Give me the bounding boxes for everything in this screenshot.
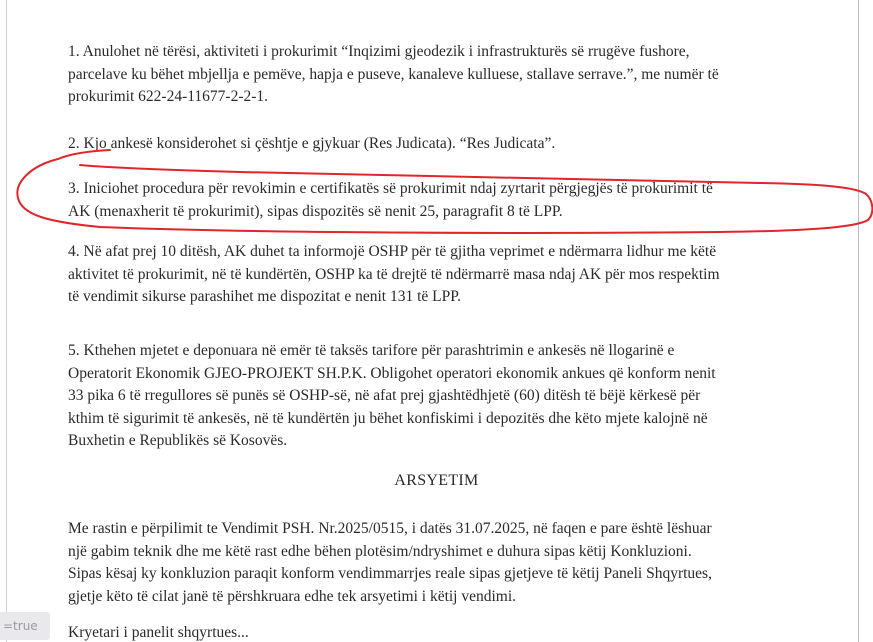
paragraph-1 xyxy=(68,41,804,109)
paragraph-line: parcelave ku bëhet mbjellja e pemëve, hapja e puseve, kanaleve kulluese, stallave serrave.”, me numër të xyxy=(68,65,719,83)
paragraph-line: aktivitet të prokurimit, në të kundërtën, OSHP ka të drejtë të ndërmarrë masa ndaj AK për mos respektim xyxy=(68,265,720,283)
paragraph-5 xyxy=(68,340,804,453)
paragraph-line: një gabim teknik dhe me këtë rast edhe bëhen plotësim/ndryshimet e duhura sipas këtij Konkluzioni. xyxy=(68,542,692,560)
section-heading: ARSYETIM xyxy=(394,472,479,489)
debug-badge: =true xyxy=(0,612,50,640)
paragraph-line: gjetje këto të cilat janë të përshkruara edhe tek arsyetimi i këtij vendimi. xyxy=(68,587,517,605)
paragraph-line: AK (menaxherit të prokurimit), sipas dispozitës së nenit 25, paragrafit 8 të LPP. xyxy=(68,202,563,220)
paragraph-line: 33 pika 6 të rregullores së punës së OSHP-së, në afat prej gjashtëdhjetë (60) ditësh të bëjë kërkesë për xyxy=(68,387,701,404)
paragraph-4 xyxy=(68,241,804,309)
paragraph-3 xyxy=(68,178,804,223)
paragraph-line: 4. Në afat prej 10 ditësh, AK duhet ta informojë OSHP për të gjitha veprimet e ndërmarra lidhur me këtë xyxy=(68,243,717,260)
paragraph-line: Me rastin e përpilimit te Vendimit PSH. Nr.2025/0515, i datës 31.07.2025, në faqen e pare është lëshuar xyxy=(68,520,712,537)
paragraph-line: prokurimit 622-24-11677-2-2-1. xyxy=(68,88,269,105)
paragraph-line: Buxhetin e Republikës së Kosovës. xyxy=(68,432,288,449)
paragraph-line: 3. Iniciohet procedura për revokimin e certifikatës së prokurimit ndaj zyrtarit përgjegjës të prokurimit të xyxy=(68,180,713,197)
paragraph-line: kthim të sigurimit të ankesës, në të kundërtën ju bëhet konfiskimi i depozitës dhe këto mjete kalojnë në xyxy=(68,409,708,427)
reasoning-paragraph xyxy=(68,518,804,608)
paragraph-line: të vendimit sikurse parashihet me dispozitat e nenit 131 të LPP. xyxy=(68,288,462,305)
paragraph-line: Sipas kësaj ky konkluzion paraqit konform vendimmarrjes reale sipas gjetjeve të këtij Paneli Shqyrtues, xyxy=(68,565,712,582)
paragraph-line: 2. Kjo ankesë konsiderohet si çështje e gjykuar (Res Judicata). “Res Judicata”. xyxy=(68,135,556,152)
page-right-border xyxy=(858,0,859,642)
paragraph-line: Operatorit Ekonomik GJEO-PROJEKT SH.P.K. Obligohet operatori ekonomik ankues që konform nenit xyxy=(68,364,716,382)
paragraph-line: 5. Kthehen mjetet e deponuara në emër të taksës tarifore për parashtrimin e ankesës në llogarinë e xyxy=(68,342,675,359)
paragraph-2 xyxy=(68,133,804,156)
page-left-border xyxy=(6,0,7,642)
cutoff-line: Kryetari i panelit shqyrtues... xyxy=(68,624,249,641)
paragraph-line: 1. Anulohet në tërësi, aktiviteti i prokurimit “Inqizimi gjeodezik i infrastrukturës së rrugëve fushore, xyxy=(68,43,690,60)
